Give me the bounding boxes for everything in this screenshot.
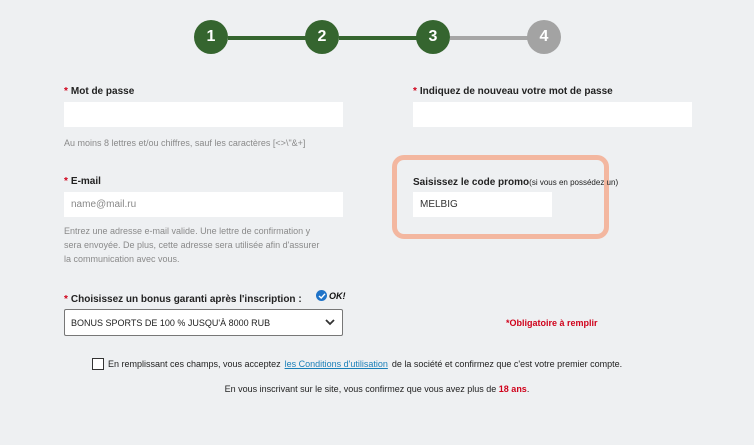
check-circle-icon — [316, 290, 327, 301]
step-connector-3 — [450, 36, 530, 40]
password-confirm-label — [413, 86, 613, 97]
password-confirm-field[interactable] — [413, 102, 692, 127]
step-1: 1 — [194, 20, 228, 54]
step-4: 4 — [527, 20, 561, 54]
required-asterisk: * — [413, 86, 417, 97]
password-label-text: Mot de passe — [70, 86, 135, 97]
age-notice-text: En vous inscrivant sur le site, vous confirmez que vous avez plus de — [224, 384, 497, 394]
terms-row — [92, 358, 622, 370]
email-field[interactable]: name@mail.ru — [64, 192, 343, 217]
promo-code-field[interactable]: MELBIG — [413, 192, 552, 217]
terms-link[interactable]: les Conditions d'utilisation — [284, 359, 388, 369]
promo-label-text: Saisissez le code promo — [413, 177, 530, 188]
password-field[interactable] — [64, 102, 343, 127]
step-connector-2 — [339, 36, 419, 40]
promo-label-note: (si vous en possédez un) — [529, 178, 619, 187]
step-connector-1 — [228, 36, 308, 40]
bonus-select-value: BONUS SPORTS DE 100 % JUSQU'À 8000 RUB — [71, 317, 271, 328]
age-notice-end: . — [526, 384, 530, 394]
password-hint: Au moins 8 lettres et/ou chiffres, sauf les caractères [<>\"&+] — [64, 138, 306, 148]
required-note: *Obligatoire à remplir — [506, 318, 598, 328]
bonus-label — [64, 294, 302, 305]
terms-checkbox[interactable] — [92, 358, 104, 370]
required-asterisk: * — [64, 176, 68, 187]
promo-label — [413, 177, 618, 188]
bonus-label-text: Choisissez un bonus garanti après l'inscription : — [70, 294, 302, 305]
progress-stepper — [0, 0, 754, 80]
email-hint-line: la communication avec vous. — [64, 254, 180, 264]
age-notice — [0, 384, 754, 394]
email-label — [64, 176, 101, 187]
email-hint-line: sera envoyée. De plus, cette adresse sera utilisée afin d'assurer — [64, 240, 320, 250]
ok-badge — [316, 290, 346, 301]
email-hint-line: Entrez une adresse e-mail valide. Une lettre de confirmation y — [64, 226, 311, 236]
terms-text-after: de la société et confirmez que c'est votre premier compte. — [391, 359, 623, 369]
password-confirm-label-text: Indiquez de nouveau votre mot de passe — [419, 86, 613, 97]
age-notice-age: 18 ans — [498, 384, 527, 394]
step-3: 3 — [416, 20, 450, 54]
required-asterisk: * — [64, 86, 68, 97]
password-label — [64, 86, 134, 97]
terms-text-before: En remplissant ces champs, vous acceptez — [108, 359, 281, 369]
step-2: 2 — [305, 20, 339, 54]
email-label-text: E-mail — [70, 176, 101, 187]
required-asterisk: * — [64, 294, 68, 305]
ok-text: OK! — [329, 290, 346, 301]
chevron-down-icon — [324, 316, 336, 328]
bonus-select[interactable] — [64, 309, 343, 336]
email-hint — [64, 224, 319, 266]
